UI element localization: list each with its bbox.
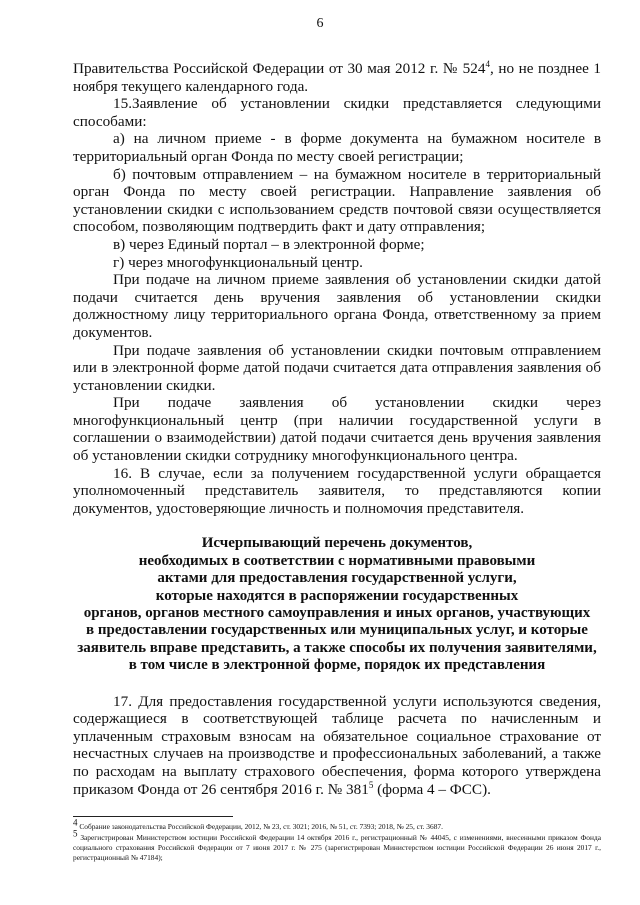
footnote-mark: 5 [73, 828, 78, 839]
footnote-4 [73, 817, 601, 832]
footnote-mark: 4 [73, 817, 78, 828]
heading-line: актами для предоставления государственной услуги, [157, 570, 517, 587]
footnote-text: Зарегистрирован Министерством юстиции Российской Федерации 14 октября 2016 г., регистрационный № 44045, с изменениями, внесенными приказом Фонда социального страхования Российской Федерации от 7 июня 2017 г. № 275 (зарегистрирован Министерством юстиции Российской Федерации 26 июня 2017 г., регистрационный № 47184); [73, 833, 601, 862]
list-item-g: г) через многофункциональный центр. [113, 253, 363, 271]
section-heading [73, 535, 601, 674]
list-item-a: а) на личном приеме - в форме документа на бумажном носителе в территориальный орган Фонда по месту своей регистрации; [73, 130, 601, 165]
paragraph-personal-submission: При подаче на личном приеме заявления об установлении скидки датой подачи считается день вручения заявления об установлении скидки должностному лицу территориального органа Фонда, ответственному за прием документов. [73, 271, 601, 341]
paragraph-16: 16. В случае, если за получением государственной услуги обращается уполномоченный представитель заявителя, то представляются копии документов, удостоверяющие личность и полномочия представителя. [73, 464, 601, 517]
paragraph-text: , но не позднее 1 ноября текущего календарного года. [73, 60, 601, 95]
paragraph-mfc-submission: При подаче заявления об установлении скидки через многофункциональный центр (при наличии государственной услуги в соглашении о взаимодействии) датой подачи считается день вручения заявления об установлении скидки сотруднику многофункционального центра. [73, 394, 601, 465]
paragraph-text: 17. Для предоставления государственной услуги используются сведения, содержащиеся в соответствующей таблице расчета по начисленным и уплаченным страховым взносам на обязательное социальное страхование от несчастных случаев на производстве и профессиональных заболеваний, а также по расходам на выплату страхового обеспечения, форма которого утверждена приказом Фонда от 26 сентября 2016 г. № 381 [73, 692, 601, 798]
paragraph-text: Правительства Российской Федерации от 30 мая 2012 г. № 524 [73, 60, 486, 77]
page-number: 6 [316, 16, 324, 31]
footnote-5 [73, 828, 601, 863]
heading-line: заявитель вправе представить, а также способы их получения заявителями, [77, 639, 597, 656]
footnote-text: Собрание законодательства Российской Федерации, 2012, № 23, ст. 3021; 2016, № 51, ст. 7393; 2018, № 25, ст. 3687. [77, 822, 443, 831]
footnote-ref: 4 [485, 58, 490, 69]
footnote-ref: 5 [368, 779, 374, 790]
heading-line: в предоставлении государственных или муниципальных услуг, и которые [86, 622, 588, 639]
paragraph-17 [73, 693, 601, 799]
footnotes [73, 817, 601, 864]
document-body [73, 60, 601, 798]
heading-line: которые находятся в распоряжении государственных [155, 587, 519, 604]
paragraph-continuation [73, 60, 601, 95]
list-item-b: б) почтовым отправлением – на бумажном носителе в территориальный орган Фонда по месту своей регистрации. Направление заявления об установлении скидки с использованием средств почтовой связи осуществляется способом, позволяющим подтвердить факт и дату отправления; [73, 165, 601, 236]
list-item-v: в) через Единый портал – в электронной форме; [113, 235, 425, 253]
heading-line: Исчерпывающий перечень документов, [201, 535, 473, 552]
paragraph-text: (форма 4 – ФСС). [373, 780, 491, 798]
paragraph-15: 15.Заявление об установлении скидки представляется следующими способами: [73, 95, 601, 130]
heading-line: в том числе в электронной форме, порядок их представления [128, 657, 546, 674]
paragraph-postal-submission: При подаче заявления об установлении скидки почтовым отправлением или в электронной форме датой подачи считается дата отправления заявления об установлении скидки. [73, 341, 601, 394]
heading-line: органов, органов местного самоуправления и иных органов, участвующих [83, 605, 591, 622]
footnote-divider [73, 816, 233, 817]
heading-line: необходимых в соответствии с нормативными правовыми [138, 552, 536, 569]
